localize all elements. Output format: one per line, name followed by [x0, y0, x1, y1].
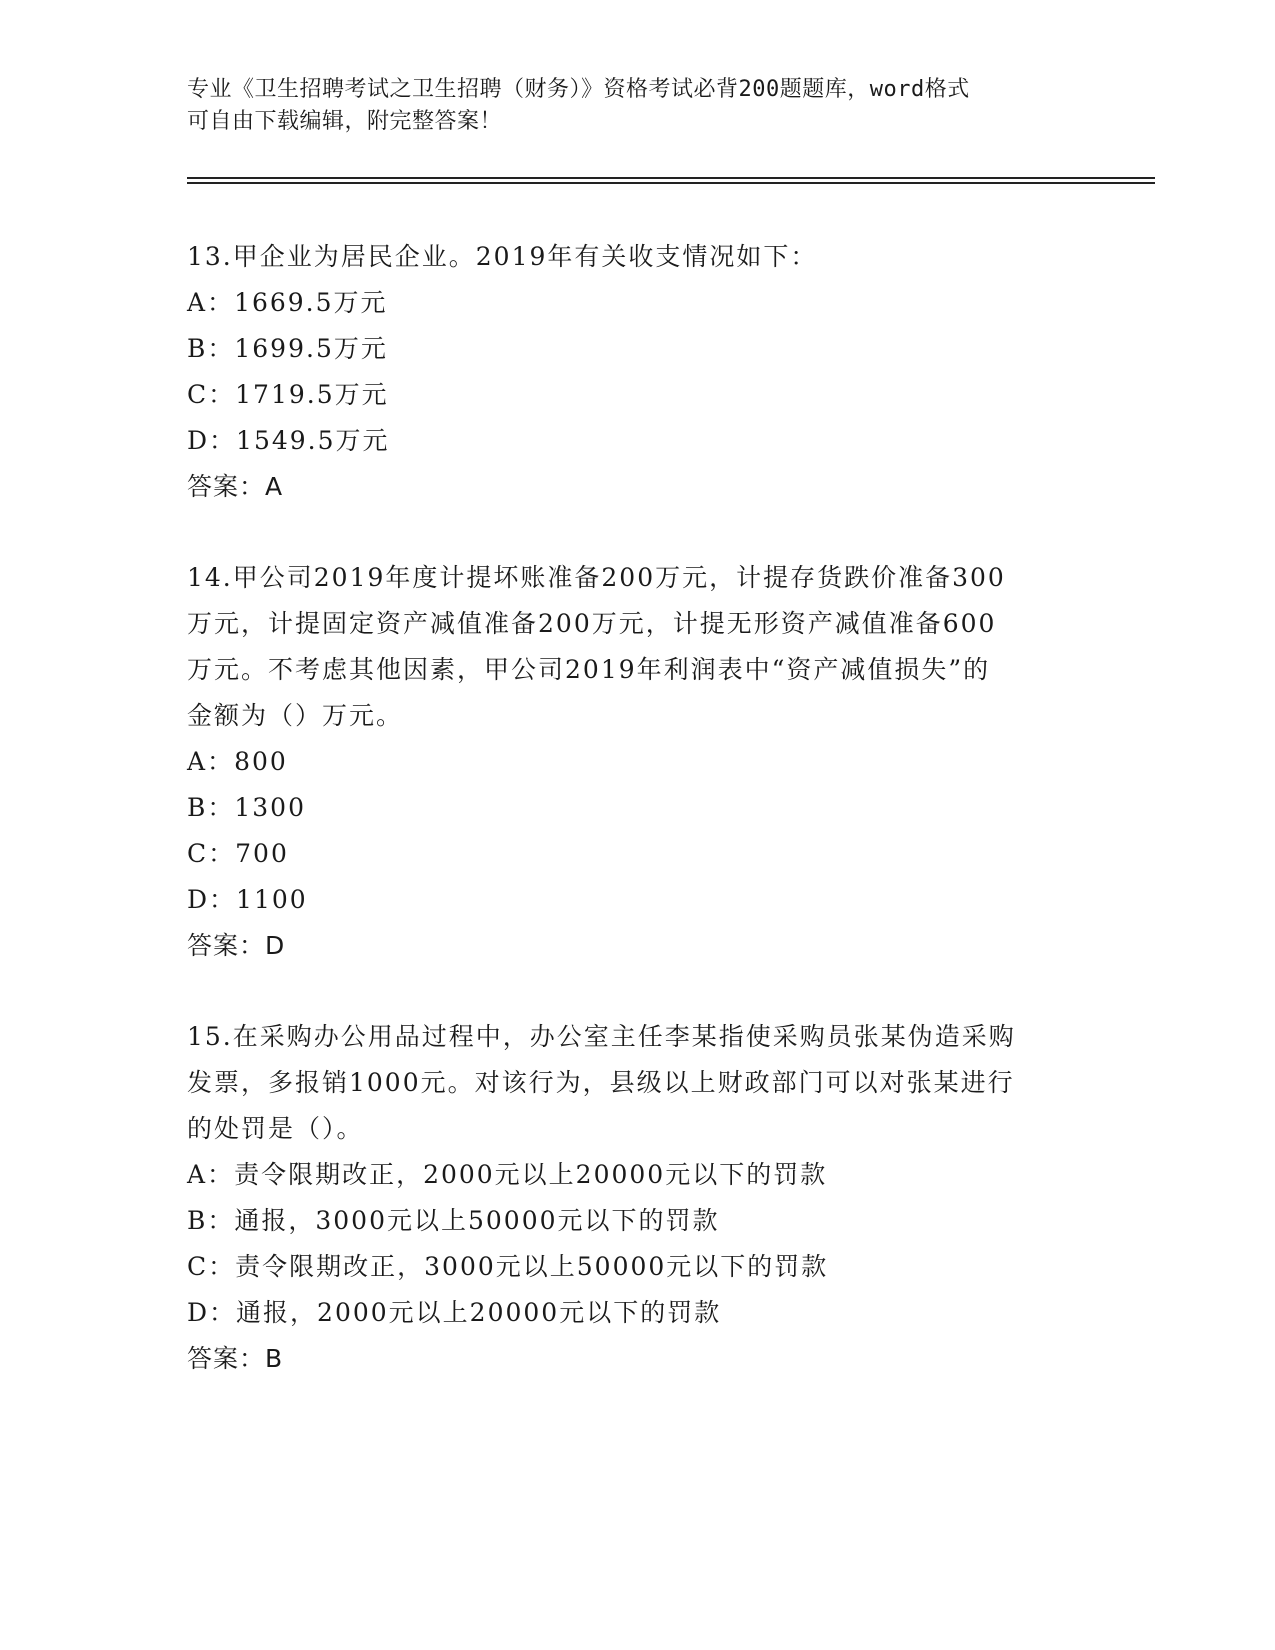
option-c	[187, 1244, 1087, 1290]
option-letter: C：	[187, 839, 236, 868]
option-letter: D：	[187, 426, 237, 455]
option-letter: D：	[187, 885, 237, 914]
option-letter: B：	[187, 793, 235, 822]
header-title-line-1: 专业《卫生招聘考试之卫生招聘（财务）》资格考试必背200题题库，word格式	[187, 77, 970, 102]
option-letter: B：	[187, 1206, 235, 1235]
option-text: 1300	[234, 793, 306, 822]
option-text: 700	[235, 839, 289, 868]
question-stem-line: 万元。不考虑其他因素，甲公司2019年利润表中“资产减值损失”的	[187, 655, 991, 684]
option-text: 1100	[236, 885, 308, 914]
header-divider-top	[187, 177, 1155, 179]
question-stem-line: 13.甲企业为居民企业。2019年有关收支情况如下：	[187, 242, 818, 271]
question-stem-line: 的处罚是（）。	[187, 1114, 364, 1143]
question-stem-line: 发票，多报销1000元。对该行为，县级以上财政部门可以对张某进行	[187, 1068, 1015, 1097]
question-stem-line: 万元，计提固定资产减值准备200万元，计提无形资产减值准备600	[187, 609, 997, 638]
option-letter: B：	[187, 334, 235, 363]
option-text: 1669.5万元	[234, 288, 388, 317]
option-letter: D：	[187, 1298, 237, 1327]
question-15	[187, 1014, 1087, 1382]
option-a	[187, 1152, 1087, 1198]
option-letter: C：	[187, 380, 236, 409]
question-14	[187, 555, 1087, 969]
option-b	[187, 785, 1087, 831]
option-d	[187, 1290, 1087, 1336]
header-divider-bottom	[187, 182, 1155, 184]
option-d	[187, 418, 1087, 464]
question-stem-line: 金额为（）万元。	[187, 701, 404, 730]
option-text: 1699.5万元	[234, 334, 388, 363]
option-text: 通报，3000元以上50000元以下的罚款	[234, 1206, 720, 1235]
question-stem-line: 15.在采购办公用品过程中，办公室主任李某指使采购员张某伪造采购	[187, 1022, 1016, 1051]
option-letter: A：	[187, 1160, 235, 1189]
option-text: 1719.5万元	[235, 380, 389, 409]
question-stem-line: 14.甲公司2019年度计提坏账准备200万元，计提存货跌价准备300	[187, 563, 1006, 592]
option-text: 1549.5万元	[236, 426, 390, 455]
option-d	[187, 877, 1087, 923]
option-b	[187, 326, 1087, 372]
option-text: 责令限期改正，2000元以上20000元以下的罚款	[234, 1160, 828, 1189]
option-a	[187, 280, 1087, 326]
answer-line: 答案：D	[187, 931, 286, 960]
option-c	[187, 372, 1087, 418]
option-b	[187, 1198, 1087, 1244]
document-header	[187, 74, 1087, 138]
option-a	[187, 739, 1087, 785]
option-letter: A：	[187, 288, 235, 317]
option-text: 通报，2000元以上20000元以下的罚款	[236, 1298, 722, 1327]
option-letter: A：	[187, 747, 235, 776]
header-title-line-2: 可自由下载编辑，附完整答案！	[187, 109, 503, 134]
option-c	[187, 831, 1087, 877]
question-13	[187, 234, 1087, 510]
option-letter: C：	[187, 1252, 236, 1281]
answer-line: 答案：A	[187, 472, 284, 501]
option-text: 800	[234, 747, 288, 776]
answer-line: 答案：B	[187, 1344, 284, 1373]
option-text: 责令限期改正，3000元以上50000元以下的罚款	[235, 1252, 829, 1281]
